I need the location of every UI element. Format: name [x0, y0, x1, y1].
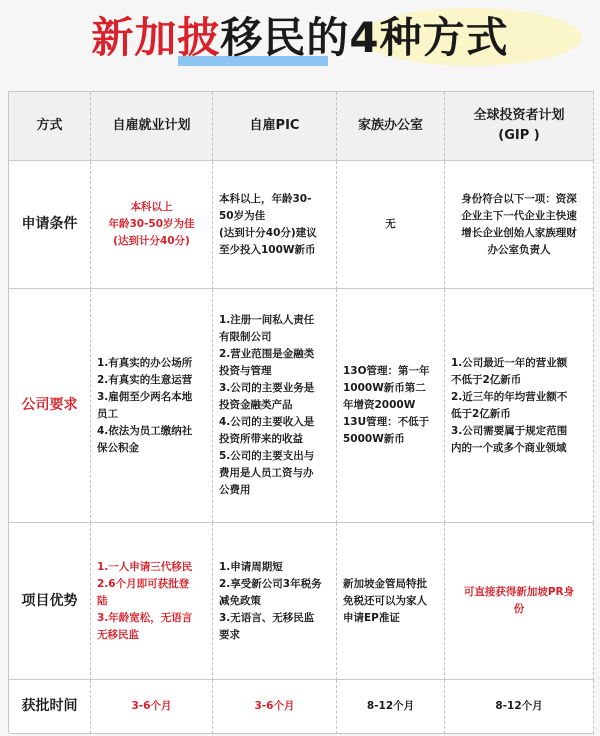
- row-label: 项目优势: [9, 523, 91, 680]
- row-label: 申请条件: [9, 161, 91, 289]
- table-cell: 8-12个月: [445, 680, 594, 734]
- title-part-black: 移民的4种方式: [220, 13, 509, 62]
- table-cell: 可直接获得新加坡PR身 份: [445, 523, 594, 680]
- table-cell: 本科以上，年龄30- 50岁为佳 (达到计分40分)建议 至少投入100W新币: [213, 161, 337, 289]
- table-cell: 1.一人申请三代移民 2.6个月即可获批登 陆 3.年龄宽松，无语言 无移民监: [91, 523, 213, 680]
- table-cell: 1.申请周期短 2.享受新公司3年税务 减免政策 3.无语言、无移民监 要求: [213, 523, 337, 680]
- table-cell: 1.公司最近一年的营业额 不低于2亿新币 2.近三年的年均营业额不 低于2亿新币 3.公司需要属于规定范围 内的一个或多个商业领域: [445, 289, 594, 523]
- table-row-requirements: [9, 161, 594, 289]
- table-row-advantages: [9, 523, 594, 680]
- title-part-red: 新加披: [91, 13, 221, 62]
- table-cell: 本科以上 年龄30-50岁为佳 (达到计分40分): [91, 161, 213, 289]
- comparison-table: [8, 91, 594, 733]
- table-cell: 3-6个月: [91, 680, 213, 734]
- header-cell-method: 方式: [9, 92, 91, 161]
- table-cell: 1.注册一间私人责任 有限制公司 2.营业范围是金融类 投资与管理 3.公司的主要业务是 投资金融类产品 4.公司的主要收入是 投资所带来的收益 5.公司的主要支出与 费用是人员工资与办 公费用: [213, 289, 337, 523]
- table-header-row: [9, 92, 594, 161]
- table-cell: 1.有真实的办公场所 2.有真实的生意运营 3.雇佣至少两名本地 员工 4.依法为员工缴纳社 保公积金: [91, 289, 213, 523]
- table-cell: 13O管理：第一年 1000W新币第二 年增资2000W 13U管理：不低于 5000W新币: [337, 289, 445, 523]
- row-label: 获批时间: [9, 680, 91, 734]
- table-row-time: [9, 680, 594, 734]
- table-cell: 新加坡金管局特批 免税还可以为家人 申请EP准证: [337, 523, 445, 680]
- row-label: 公司要求: [9, 289, 91, 523]
- header-cell-gip: 全球投资者计划 (GIP ): [445, 92, 594, 161]
- table-cell: 3-6个月: [213, 680, 337, 734]
- header-cell-pic: 自雇PIC: [213, 92, 337, 161]
- table-cell: 身份符合以下一项：资深 企业主下一代企业主快速 增长企业创始人家族理财 办公室负责人: [445, 161, 594, 289]
- table-cell: 无: [337, 161, 445, 289]
- table-cell: 8-12个月: [337, 680, 445, 734]
- table-row-company: [9, 289, 594, 523]
- header-cell-self-employed: 自雇就业计划: [91, 92, 213, 161]
- header-cell-family-office: 家族办公室: [337, 92, 445, 161]
- page-title: [0, 8, 600, 68]
- title-area: [0, 0, 600, 86]
